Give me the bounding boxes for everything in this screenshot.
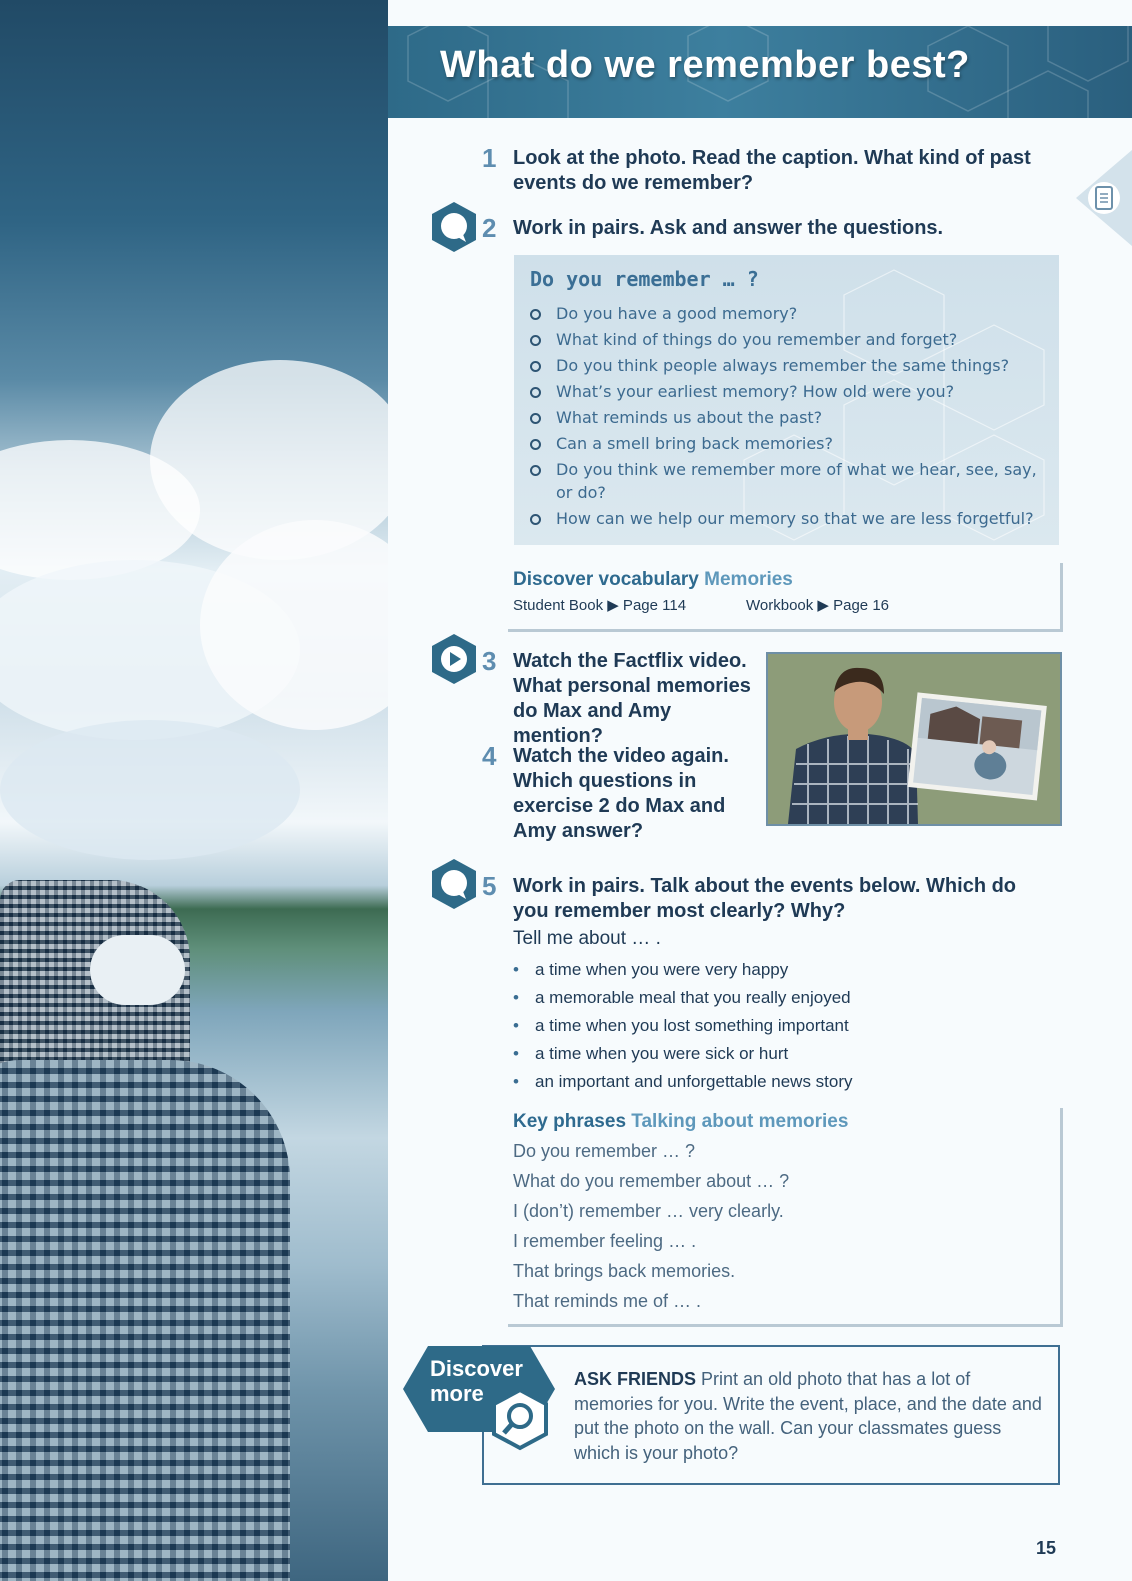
question-item: Do you have a good memory? [528,302,1053,325]
discover-vocabulary-box [508,563,1063,632]
key-phrase: What do you remember about … ? [513,1171,790,1191]
discover-more-box [482,1345,1060,1485]
question-item: What reminds us about the past? [528,406,1053,429]
exercise-1-number: 1 [482,143,497,173]
cover-photo [0,0,388,1581]
event-item: • a time when you were very happy [513,956,853,984]
question-item: What’s your earliest memory? How old were you? [528,380,1053,403]
tell-me-intro: Tell me about … . [513,928,661,949]
plaid-shirt [0,1060,290,1581]
page-header [388,26,1132,118]
questions-list [528,302,1053,533]
exercise-4-number: 4 [482,741,497,771]
discover-more-text [574,1367,1044,1465]
key-phrase: I remember feeling … . [513,1231,697,1251]
vocab-subtitle: Memories [704,569,793,590]
video-thumbnail[interactable] [766,652,1062,826]
key-phrase: Do you remember … ? [513,1141,696,1161]
exercise-2-text: Work in pairs. Ask and answer the questions. [513,217,944,239]
exercise-1-text: Look at the photo. Read the caption. What kind of past events do we remember? [513,147,1031,194]
video-play-icon[interactable] [430,632,478,686]
key-phrase: That brings back memories. [513,1261,736,1281]
exercise-2-number: 2 [482,213,497,243]
student-book-link[interactable]: Student Book ▶ Page 114 [513,597,687,614]
question-item: Do you think we remember more of what we hear, see, say, or do? [528,458,1053,504]
discover-more-label: Discover more [430,1356,523,1406]
page-title: What do we remember best? [440,44,970,86]
key-phrases-box [508,1108,1063,1327]
discover-more-lead: ASK FRIENDS [574,1369,697,1389]
key-phrase: I (don’t) remember … very clearly. [513,1201,784,1221]
event-item: • a time when you were sick or hurt [513,1040,853,1068]
discover-more-body: Print an old photo that has a lot of memories for you. Write the event, place, and the date and put the photo on the wall. Can your classmates guess which is your photo? [574,1369,1042,1463]
presenter-illustration [768,654,1060,824]
speaking-icon-2 [430,857,478,911]
event-item: • an important and unforgettable news story [513,1068,853,1096]
exercise-3-text: Watch the Factflix video. What personal memories do Max and Amy mention? [513,650,751,747]
exercise-5-number: 5 [482,871,497,901]
exercise-3-number: 3 [482,646,497,676]
questions-box [514,255,1059,545]
question-item: Do you think people always remember the same things? [528,354,1053,377]
side-tab[interactable] [1076,150,1132,246]
speaking-icon [430,200,478,254]
vocab-title: Discover vocabulary Memories [513,569,793,590]
key-phrases-title: Key phrases Talking about memories [513,1111,849,1132]
questions-title: Do you remember … ? [530,267,759,291]
question-item: What kind of things do you remember and forget? [528,328,1053,351]
events-list [513,956,853,1096]
exercise-5-text: Work in pairs. Talk about the events below. Which do you remember most clearly? Why? [513,875,1017,922]
event-item: • a memorable meal that you really enjoyed [513,984,853,1012]
exercise-4-text: Watch the video again. Which questions in exercise 2 do Max and Amy answer? [513,745,729,842]
workbook-link[interactable]: Workbook ▶ Page 16 [746,597,890,614]
sleeve [90,935,185,1005]
question-item: How can we help our memory so that we are less forgetful? [528,507,1053,530]
key-phrase: That reminds me of … . [513,1291,702,1311]
event-item: • a time when you lost something important [513,1012,853,1040]
key-phrases-subtitle: Talking about memories [631,1111,849,1132]
question-item: Can a smell bring back memories? [528,432,1053,455]
page-number: 15 [1036,1538,1057,1558]
